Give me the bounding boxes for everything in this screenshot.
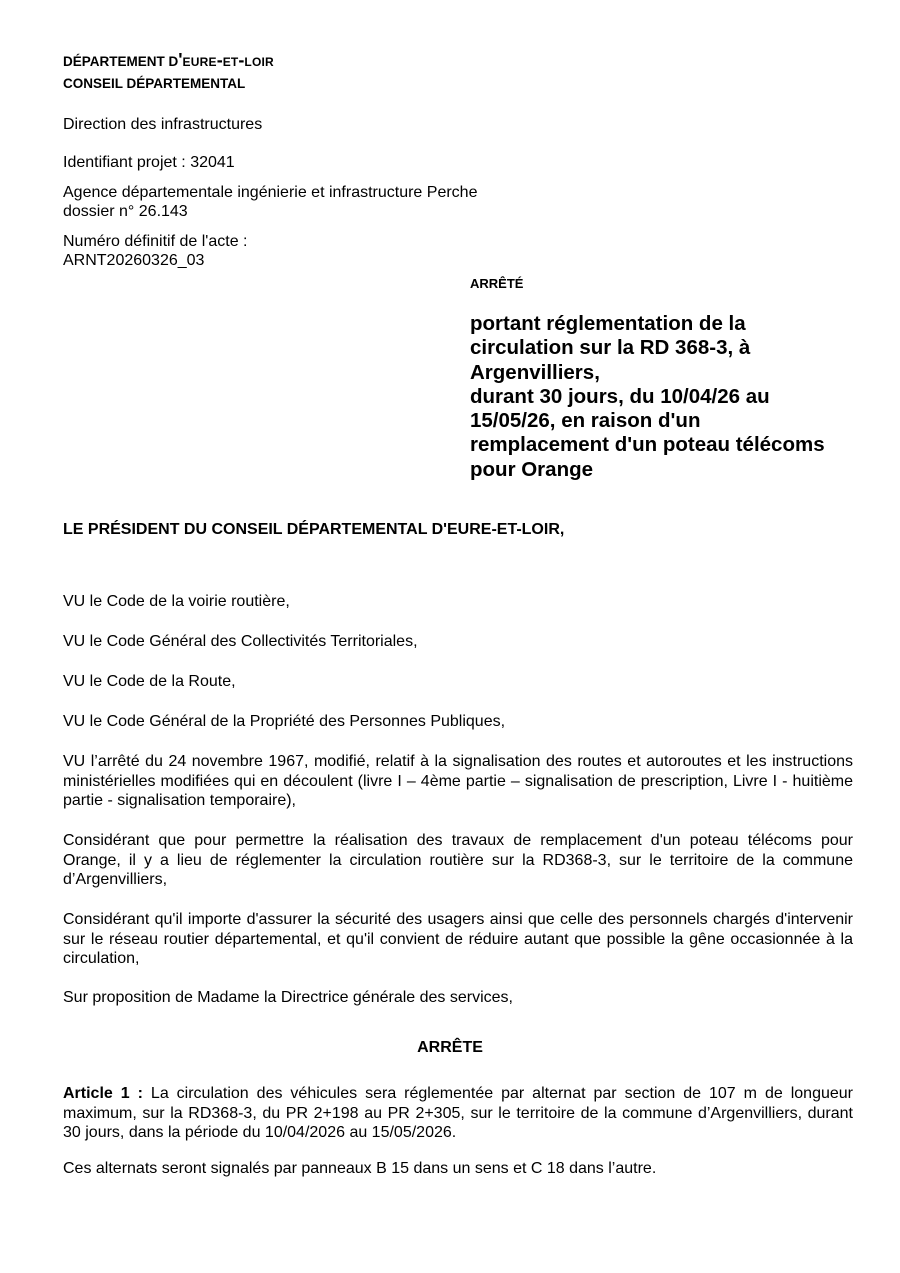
council-name: CONSEIL DÉPARTEMENTAL	[63, 76, 246, 91]
subject-line: Argenvilliers,	[470, 360, 600, 384]
article-1-text: La circulation des véhicules sera réglementée par alternat par section de 107 m de longueur maximum, sur la RD368-3, du PR 2+198 au PR 2+305, sur le territoire de la commune d’Argenvilliers, durant 30 jours, dans la période du 10/04/2026 au 15/05/2026.	[63, 1085, 853, 1141]
visa-paragraph: VU le Code Général de la Propriété des Personnes Publiques,	[63, 713, 506, 730]
subject-line: 15/05/26, en raison d'un	[470, 409, 701, 433]
document-subject	[470, 312, 855, 482]
visa-paragraph: VU le Code de la Route,	[63, 673, 236, 690]
project-id: Identifiant projet : 32041	[63, 154, 235, 171]
act-number: ARNT20260326_03	[63, 252, 205, 269]
proposition-paragraph: Sur proposition de Madame la Directrice générale des services,	[63, 989, 513, 1006]
article-1-label: Article 1 :	[63, 1085, 143, 1102]
agency-name: Agence départementale ingénierie et infrastructure Perche	[63, 184, 478, 201]
arrete-heading: ARRÊTE	[417, 1039, 483, 1056]
department-name: DÉPARTEMENT D'EURE-ET-LOIR	[63, 50, 274, 70]
president-heading: LE PRÉSIDENT DU CONSEIL DÉPARTEMENTAL D'EURE-ET-LOIR,	[63, 521, 565, 538]
subject-line: circulation sur la RD 368-3, à	[470, 336, 751, 360]
visa-paragraph: VU l’arrêté du 24 novembre 1967, modifié, relatif à la signalisation des routes et autoroutes et les instructions ministérielles modifiées qui en découlent (livre I – 4ème partie – signalisation de prescription, Livre I - huitième partie - signalisation temporaire),	[63, 753, 853, 809]
considerant-paragraph: Considérant qu'il importe d'assurer la sécurité des usagers ainsi que celle des personnels chargés d'intervenir sur le réseau routier départemental, et qu'il convient de réduire autant que possible la gêne occasionnée à la circulation,	[63, 911, 853, 967]
document-type-label: ARRÊTÉ	[470, 276, 524, 291]
subject-line: remplacement d'un poteau télécoms	[470, 433, 825, 457]
visa-paragraph: VU le Code Général des Collectivités Territoriales,	[63, 633, 418, 650]
article-1	[63, 1084, 853, 1143]
alternats-paragraph: Ces alternats seront signalés par panneaux B 15 dans un sens et C 18 dans l’autre.	[63, 1160, 657, 1177]
subject-line: durant 30 jours, du 10/04/26 au	[470, 384, 770, 408]
visa-paragraph: VU le Code de la voirie routière,	[63, 593, 290, 610]
dossier-number: dossier n° 26.143	[63, 203, 188, 220]
subject-line: portant réglementation de la	[470, 312, 746, 335]
direction-text: Direction des infrastructures	[63, 116, 263, 133]
considerant-paragraph: Considérant que pour permettre la réalisation des travaux de remplacement d'un poteau télécoms pour Orange, il y a lieu de réglementer la circulation routière sur la RD368-3, sur le territoire de la commune d’Argenvilliers,	[63, 832, 853, 888]
act-number-label: Numéro définitif de l'acte :	[63, 233, 248, 250]
subject-line: pour Orange	[470, 457, 594, 481]
